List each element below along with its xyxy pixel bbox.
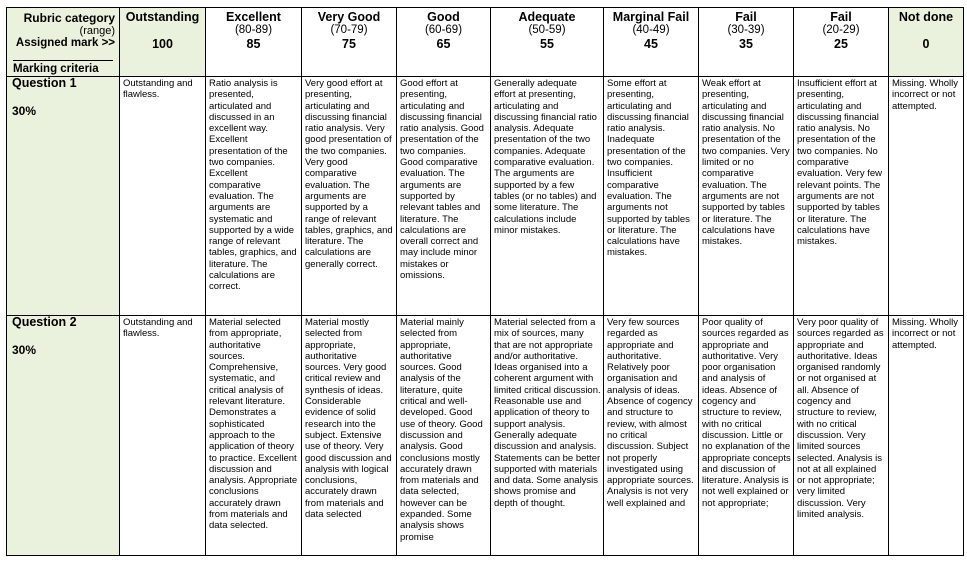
question-weight: 30% bbox=[12, 104, 37, 118]
column-header-fail-30 bbox=[699, 8, 794, 77]
criteria-cell bbox=[206, 77, 302, 316]
column-range: (60-69) bbox=[424, 24, 463, 36]
column-header-marginal-fail bbox=[604, 8, 699, 77]
criteria-text: Material selected from a mix of sources, many that are not appropriate and/or authoritative. Ideas organised into a coherent argument with limited critical discussion. Reasonable use and application of theory to support analysis. Generally adequate discussion and analysis. Statements can be better supported with materials and data. Some analysis shows promise and depth of thought. bbox=[494, 317, 601, 509]
criteria-text: Some effort at presenting, articulating and discussing financial ratio analysis. Inadequate presentation of the two companies. Insufficient comparative evaluation. The arguments not supported by tables or literature. The calculations have mistakes. bbox=[607, 78, 690, 259]
column-header-fail-20 bbox=[794, 8, 889, 77]
criteria-text: Outstanding and flawless. bbox=[123, 317, 193, 340]
column-name: Good bbox=[427, 10, 460, 24]
column-range bbox=[120, 24, 205, 37]
criteria-text: Missing. Wholly incorrect or not attempted. bbox=[892, 78, 958, 112]
criteria-text: Ratio analysis is presented, articulated and discussed in an excellent way. Excellent presentation of the two companies. Excellent comparative evaluation. The arguments are systematic and supported by a wide range of relevant tables, graphics, and literature. The calculations are correct. bbox=[209, 78, 297, 293]
header-divider bbox=[13, 60, 113, 61]
question-cell bbox=[7, 316, 120, 556]
rubric-table bbox=[6, 7, 964, 556]
criteria-text: Weak effort at presenting, articulating and discussing financial ratio analysis. No presentation of the two companies. Very limited or no comparative evaluation. The arguments are not supported by tables or literature. The calculations have mistakes. bbox=[702, 78, 790, 248]
criteria-text: Very poor quality of sources regarded as appropriate and authoritative. Ideas organised randomly or not organised at all. Absence of cogency and structure to review, with no critical discussion. Very limited sources selected. Analysis is not at all explained or not appropriate; very limited discussion. Very limited analysis. bbox=[797, 317, 884, 521]
question-row bbox=[7, 316, 964, 556]
column-name: Excellent bbox=[226, 10, 281, 24]
criteria-text: Material selected from appropriate, authoritative sources. Comprehensive, systematic, and critical analysis of relevant literature. Demonstrates a sophisticated approach to the application of theory to practice. Excellent discussion and analysis. Appropriate conclusions accurately drawn from materials and data selected. bbox=[209, 317, 298, 532]
criteria-cell bbox=[491, 316, 604, 556]
criteria-text: Material mostly selected from appropriate, authoritative sources. Very good critical review and synthesis of ideas. Considerable evidence of solid research into the subject. Extensive use of theory. Very good discussion and analysis with logical conclusions, accurately drawn from materials and data selected bbox=[305, 317, 392, 521]
criteria-cell bbox=[302, 77, 397, 316]
criteria-cell bbox=[120, 77, 206, 316]
column-range: (70-79) bbox=[330, 24, 368, 36]
column-mark: 25 bbox=[834, 37, 848, 51]
marking-criteria-label: Marking criteria bbox=[13, 63, 99, 75]
criteria-text: Insufficient effort at presenting, articulating and discussing financial ratio analysis. No presentation of the two companies. No comparative evaluation. Very few relevant points. The arguments are not supported by tables or literature. The calculations have mistakes. bbox=[797, 78, 883, 248]
question-cell bbox=[7, 77, 120, 316]
criteria-cell bbox=[604, 77, 699, 316]
criteria-cell bbox=[397, 77, 491, 316]
column-range: (80-89) bbox=[234, 24, 273, 36]
question-title: Question 1 bbox=[12, 76, 77, 90]
column-mark: 85 bbox=[246, 37, 261, 51]
question-weight: 30% bbox=[12, 343, 37, 357]
column-range bbox=[889, 24, 963, 37]
column-mark: 65 bbox=[436, 37, 451, 51]
criteria-cell bbox=[302, 316, 397, 556]
criteria-text: Very few sources regarded as appropriate and authoritative. Relatively poor organisation and analysis of ideas. Absence of cogency and structure to review, with almost no critical discussion. Subject not properly investigated using appropriate sources. Analysis is not very well explained and bbox=[607, 317, 694, 509]
criteria-cell bbox=[889, 77, 964, 316]
criteria-cell bbox=[604, 316, 699, 556]
criteria-text: Poor quality of sources regarded as appropriate and authoritative. Very poor organisation and analysis of ideas. Absence of cogency and structure to review, with no critical discussion. Little or no explanation of the appropriate concepts and discussion of literature. Analysis is not well explained or not appropriate; bbox=[702, 317, 791, 509]
column-range: (40-49) bbox=[632, 24, 670, 36]
column-mark: 55 bbox=[540, 37, 554, 51]
criteria-text: Missing. Wholly incorrect or not attempted. bbox=[892, 317, 958, 351]
column-name: Fail bbox=[735, 10, 757, 24]
column-header-adequate bbox=[491, 8, 604, 77]
criteria-cell bbox=[206, 316, 302, 556]
criteria-cell bbox=[889, 316, 964, 556]
criteria-text: Very good effort at presenting, articulating and discussing financial ratio analysis. Very good presentation of the two companies. Very good comparative evaluation. The arguments are supported by a range of relevant tables, graphics, and literature. The calculations are generally correct. bbox=[305, 78, 393, 270]
column-name: Outstanding bbox=[125, 10, 200, 24]
column-mark: 75 bbox=[342, 37, 356, 51]
criteria-cell bbox=[699, 77, 794, 316]
criteria-cell bbox=[794, 316, 889, 556]
header-row bbox=[7, 8, 964, 77]
criteria-text: Material mainly selected from appropriate, authoritative sources. Good analysis of the literature, quite critical and well-developed. Good use of theory. Good discussion and analysis. Good conclusions mostly accurately drawn from materials and data selected, however can be expanded. Some analysis shows promise bbox=[400, 317, 483, 543]
criteria-cell bbox=[397, 316, 491, 556]
assigned-mark-label: Assigned mark >> bbox=[15, 37, 115, 49]
criteria-cell bbox=[699, 316, 794, 556]
column-header-not-done bbox=[889, 8, 964, 77]
column-header-outstanding bbox=[120, 8, 206, 77]
column-name: Adequate bbox=[518, 10, 576, 24]
rubric-category-label: Rubric category bbox=[23, 11, 115, 25]
criteria-cell bbox=[794, 77, 889, 316]
criteria-cell bbox=[120, 316, 206, 556]
column-range: (20-29) bbox=[822, 24, 860, 36]
criteria-text: Good effort at presenting, articulating and discussing financial ratio analysis. Good presentation of the two companies. Good comparative evaluation. The arguments are supported by relevant tables and literature. The calculations are overall correct and may include minor mistakes or omissions. bbox=[400, 78, 484, 282]
criteria-cell bbox=[491, 77, 604, 316]
column-mark: 100 bbox=[152, 37, 173, 51]
column-header-very-good bbox=[302, 8, 397, 77]
column-range: (50-59) bbox=[528, 24, 566, 36]
column-mark: 0 bbox=[922, 37, 930, 51]
column-name: Very Good bbox=[317, 10, 381, 24]
column-name: Fail bbox=[830, 10, 852, 24]
column-name: Not done bbox=[898, 10, 954, 24]
question-title: Question 2 bbox=[12, 315, 77, 329]
column-range: (30-39) bbox=[727, 24, 765, 36]
question-row bbox=[7, 77, 964, 316]
range-label: (range) bbox=[79, 25, 115, 37]
column-name: Marginal Fail bbox=[612, 10, 690, 24]
criteria-text: Generally adequate effort at presenting, articulating and discussing financial ratio analysis. Adequate presentation of the two companies. Adequate comparative evaluation. The arguments are supported by a few tables (or no tables) and some literature. The calculations include minor mistakes. bbox=[494, 78, 597, 236]
category-header-cell bbox=[7, 8, 120, 77]
criteria-text: Outstanding and flawless. bbox=[123, 78, 193, 101]
column-mark: 35 bbox=[739, 37, 753, 51]
column-mark: 45 bbox=[644, 37, 658, 51]
column-header-excellent bbox=[206, 8, 302, 77]
column-header-good bbox=[397, 8, 491, 77]
